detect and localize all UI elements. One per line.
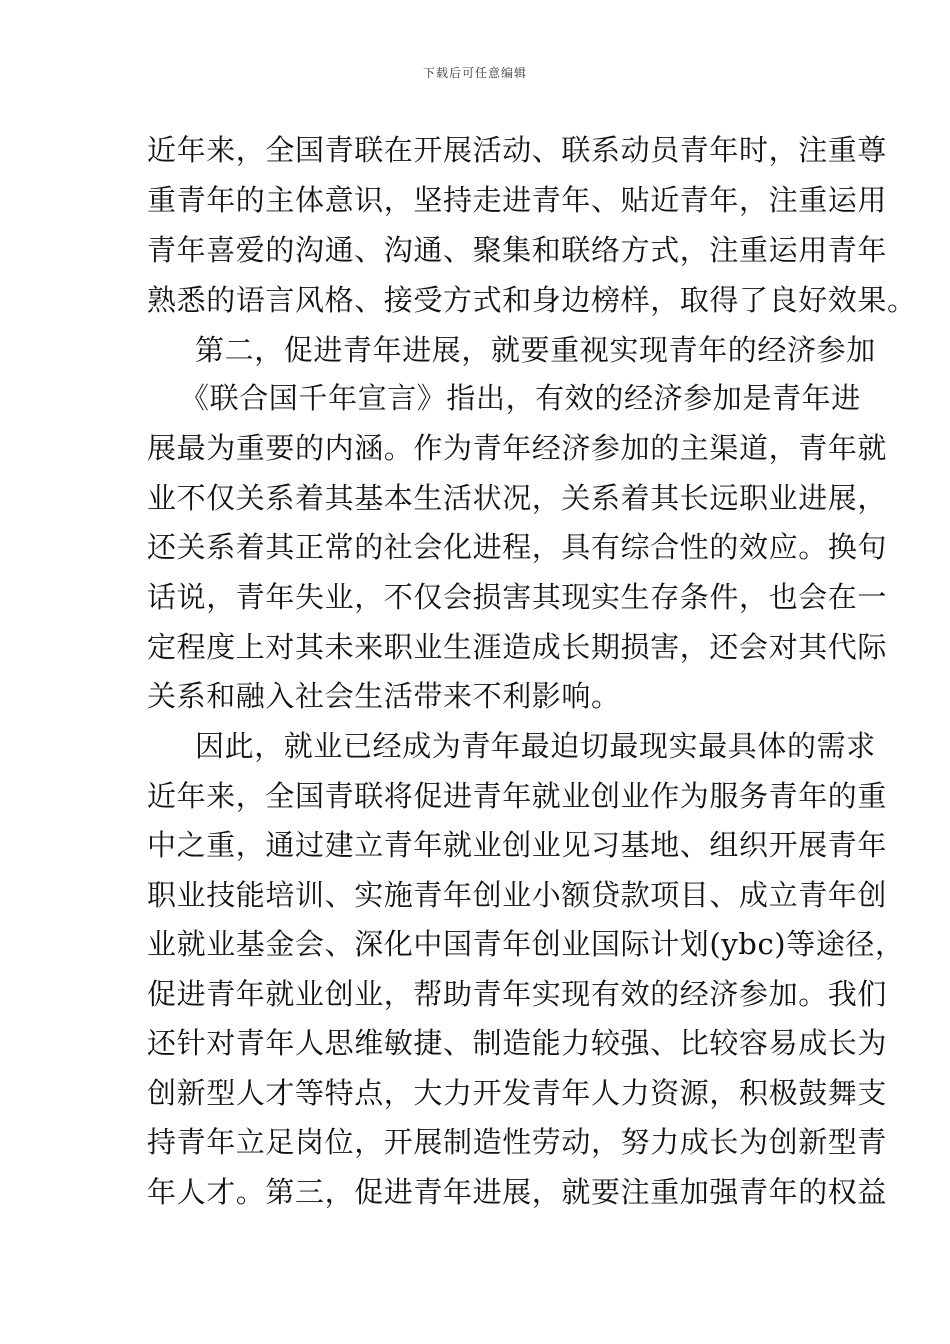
body-text-line: 业不仅关系着其基本生活状况，关系着其长远职业进展， xyxy=(147,481,888,515)
body-text-line: 年人才。第三，促进青年进展，就要注重加强青年的权益 xyxy=(147,1175,888,1209)
page-header: 下载后可任意编辑 xyxy=(422,66,527,80)
body-text-line: 定程度上对其未来职业生涯造成长期损害，还会对其代际 xyxy=(147,630,888,664)
body-text-line: 关系和融入社会生活带来不利影响。 xyxy=(147,679,621,713)
body-text-line: 持青年立足岗位，开展制造性劳动，努力成长为创新型青 xyxy=(147,1125,888,1159)
body-text-line: 职业技能培训、实施青年创业小额贷款项目、成立青年创 xyxy=(147,878,888,912)
body-text-line: 促进青年就业创业，帮助青年实现有效的经济参加。我们 xyxy=(147,977,888,1011)
body-text-line: 中之重，通过建立青年就业创业见习基地、组织开展青年 xyxy=(147,828,888,862)
body-text-line: 创新型人才等特点，大力开发青年人力资源，积极鼓舞支 xyxy=(147,1076,888,1110)
body-text-line: 近年来，全国青联将促进青年就业创业作为服务青年的重 xyxy=(147,779,888,813)
body-text-line: 业就业基金会、深化中国青年创业国际计划(ybc)等途径， xyxy=(147,927,905,961)
body-text-line: 青年喜爱的沟通、沟通、聚集和联络方式，注重运用青年 xyxy=(147,233,888,267)
body-text-line: 展最为重要的内涵。作为青年经济参加的主渠道，青年就 xyxy=(147,431,888,465)
body-text-line: 话说，青年失业，不仅会损害其现实生存条件，也会在一 xyxy=(147,580,888,614)
body-text-line: 熟悉的语言风格、接受方式和身边榜样，取得了良好效果。 xyxy=(147,283,917,317)
body-text-line: 近年来，全国青联在开展活动、联系动员青年时，注重尊 xyxy=(147,133,888,167)
body-text-line: 《联合国千年宣言》指出，有效的经济参加是青年进 xyxy=(180,381,861,415)
body-text-line: 第二，促进青年进展，就要重视实现青年的经济参加 xyxy=(195,333,876,367)
body-text-line: 还关系着其正常的社会化进程，具有综合性的效应。换句 xyxy=(147,530,888,564)
body-text-line: 重青年的主体意识，坚持走进青年、贴近青年，注重运用 xyxy=(147,183,888,217)
body-text-line: 还针对青年人思维敏捷、制造能力较强、比较容易成长为 xyxy=(147,1026,888,1060)
body-text-line: 因此，就业已经成为青年最迫切最现实最具体的需求 xyxy=(195,729,876,763)
